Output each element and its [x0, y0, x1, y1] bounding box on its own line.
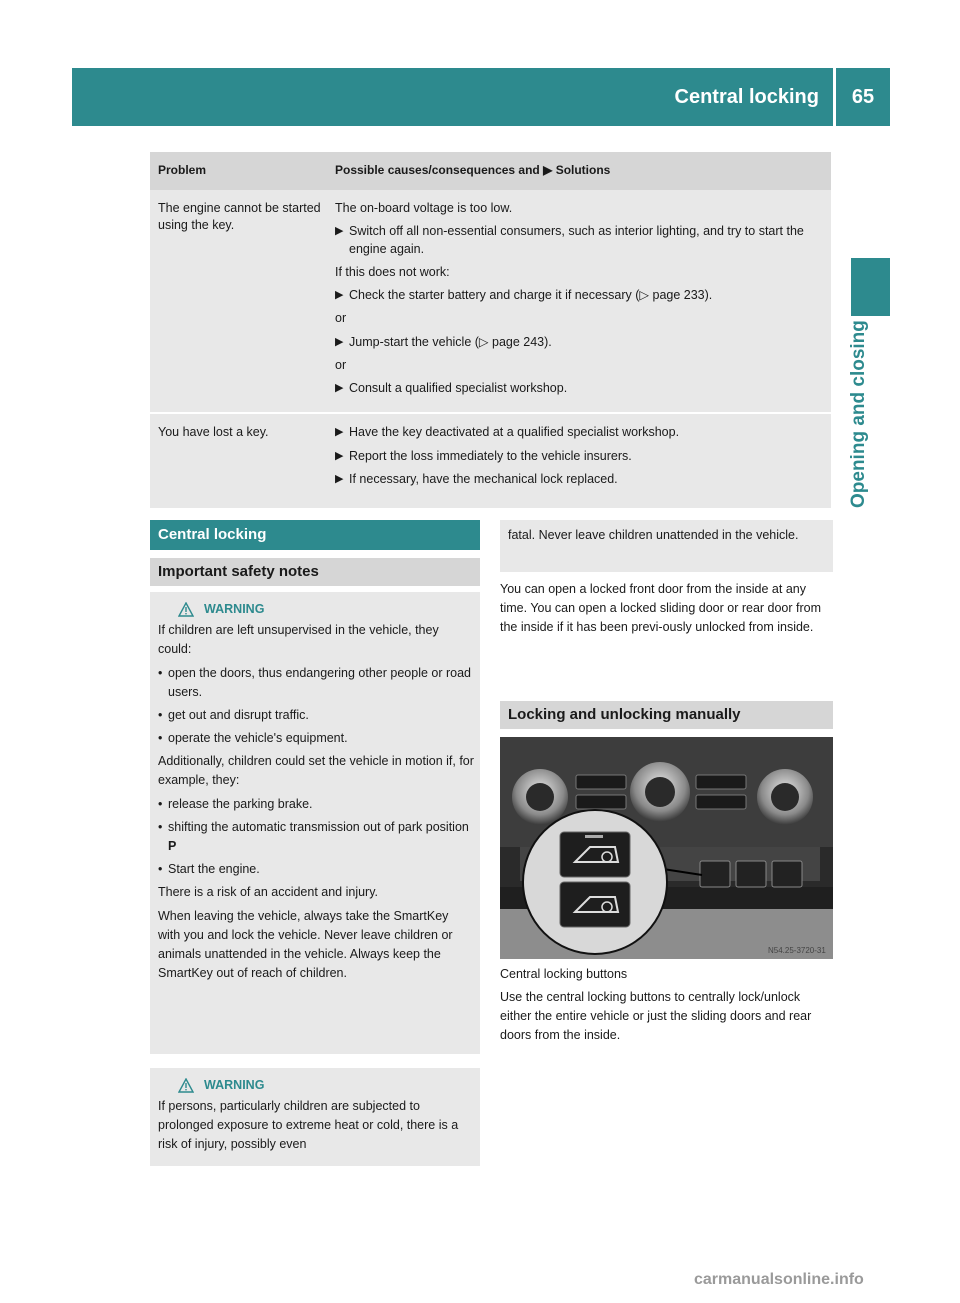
problem-table — [150, 152, 831, 508]
warning-heading — [158, 1076, 474, 1095]
list-item — [158, 664, 474, 702]
arrow-icon: ▶ — [335, 335, 344, 348]
arrow-icon: ▶ — [335, 382, 344, 394]
watermark: carmanualsonline.info — [694, 1271, 864, 1288]
figure-code: N54.25-3720-31 — [768, 946, 826, 955]
section-subtitle: Important safety notes — [150, 558, 480, 586]
step-text: Report the loss immediately to the vehicle insurers. — [349, 448, 632, 463]
list-item — [158, 706, 474, 725]
warning-text: If persons, particularly children are subjected to prolonged exposure to extreme heat or cold, there is a risk of injury, possibly even — [158, 1099, 459, 1151]
list-text — [168, 818, 474, 856]
warning-box — [150, 1068, 480, 1166]
park-symbol: P — [168, 839, 177, 853]
cause-text: The on-board voltage is too low. — [335, 201, 513, 215]
problem-cell: You have lost a key. — [158, 425, 269, 440]
page-number: 65 — [851, 85, 875, 108]
step-item — [335, 334, 825, 351]
list-item — [158, 818, 474, 856]
warning-box-continued — [500, 520, 833, 572]
list-item — [158, 860, 474, 879]
warning-risk: There is a risk of an accident and injury. — [158, 885, 379, 899]
step-item — [335, 223, 825, 258]
warning-heading — [158, 600, 474, 619]
step-item — [335, 471, 825, 488]
warning-text-cont: fatal. Never leave children unattended in the vehicle. — [508, 528, 799, 542]
side-tab-block — [851, 258, 890, 316]
warning-mid: Additionally, children could set the vehicle in motion if, for example, they: — [158, 754, 474, 787]
col-problem: Problem — [158, 163, 207, 178]
arrow-icon: ▶ — [335, 225, 344, 238]
step-item — [335, 424, 825, 441]
col-causes — [335, 162, 831, 179]
step-item — [335, 287, 825, 304]
warning-triangle-icon — [178, 1078, 194, 1093]
solution-cell — [335, 200, 831, 403]
list-item — [158, 795, 474, 814]
arrow-icon: ▶ — [335, 426, 344, 439]
bullet-icon: • — [158, 666, 163, 680]
step-item — [335, 448, 825, 465]
subsection-title: Locking and unlocking manually — [500, 701, 833, 729]
col-solutions-label: Solutions — [555, 163, 611, 178]
warning-intro: If children are left unsupervised in the vehicle, they could: — [158, 623, 439, 656]
list-item — [158, 729, 474, 748]
header-title: Central locking — [674, 85, 819, 108]
step-text: Have the key deactivated at a qualified specialist workshop. — [349, 425, 680, 440]
figure-caption: Central locking buttons — [500, 967, 628, 981]
problem-cell: The engine cannot be started using the key. — [158, 201, 321, 233]
list-text-main: shifting the automatic transmission out of park position — [168, 820, 469, 834]
table-header — [150, 152, 831, 190]
step-text: Consult a qualified specialist workshop. — [349, 381, 568, 395]
or-text: or — [335, 357, 347, 372]
solution-cell — [335, 424, 831, 494]
list-text: release the parking brake. — [168, 797, 313, 811]
col-causes-label: Possible causes/consequences and — [335, 163, 540, 178]
list-text: get out and disrupt traffic. — [168, 708, 309, 722]
page-header — [72, 68, 890, 126]
warning-advice: When leaving the vehicle, always take the SmartKey with you and lock the vehicle. Never leave children or animals unattended in the vehicle. Always keep the SmartKey out of reach of children. — [158, 909, 453, 980]
table-row — [150, 190, 831, 414]
warning-triangle-icon — [178, 602, 194, 617]
warning-box — [150, 592, 480, 1054]
list-text: open the doors, thus endangering other people or road users. — [168, 666, 472, 699]
body-paragraph: You can open a locked front door from the inside at any time. You can open a locked sliding door or rear door from the inside if it has been previ-ously unlocked from inside. — [500, 582, 822, 634]
warning-label: WARNING — [204, 602, 265, 616]
table-row — [150, 414, 831, 508]
step-text: Check the starter battery and charge it if necessary (▷ page 233). — [349, 288, 713, 302]
bullet-icon: • — [158, 731, 163, 745]
central-locking-photo — [500, 737, 833, 959]
arrow-icon: ▶ — [543, 163, 553, 178]
bullet-icon: • — [158, 797, 163, 811]
condition-text: If this does not work: — [335, 264, 450, 279]
arrow-icon: ▶ — [335, 472, 344, 485]
section-title: Central locking — [150, 520, 480, 550]
warning-label: WARNING — [204, 1078, 265, 1092]
list-text: Start the engine. — [168, 862, 260, 876]
list-text: operate the vehicle's equipment. — [168, 731, 348, 745]
step-text: Switch off all non-essential consumers, such as interior lighting, and try to start the engine again. — [349, 224, 804, 256]
bullet-icon: • — [158, 708, 163, 722]
bullet-icon: • — [158, 820, 163, 834]
body-paragraph: Use the central locking buttons to centrally lock/unlock either the entire vehicle or just the sliding doors and rear doors from the inside. — [500, 990, 812, 1042]
arrow-icon: ▶ — [335, 449, 344, 462]
arrow-icon: ▶ — [335, 289, 344, 301]
side-tab-label: Opening and closing — [848, 320, 869, 508]
step-text: If necessary, have the mechanical lock replaced. — [349, 471, 618, 486]
or-text: or — [335, 311, 347, 326]
bullet-icon: • — [158, 862, 163, 876]
step-text: Jump-start the vehicle (▷ page 243). — [349, 334, 552, 349]
step-item — [335, 380, 825, 397]
